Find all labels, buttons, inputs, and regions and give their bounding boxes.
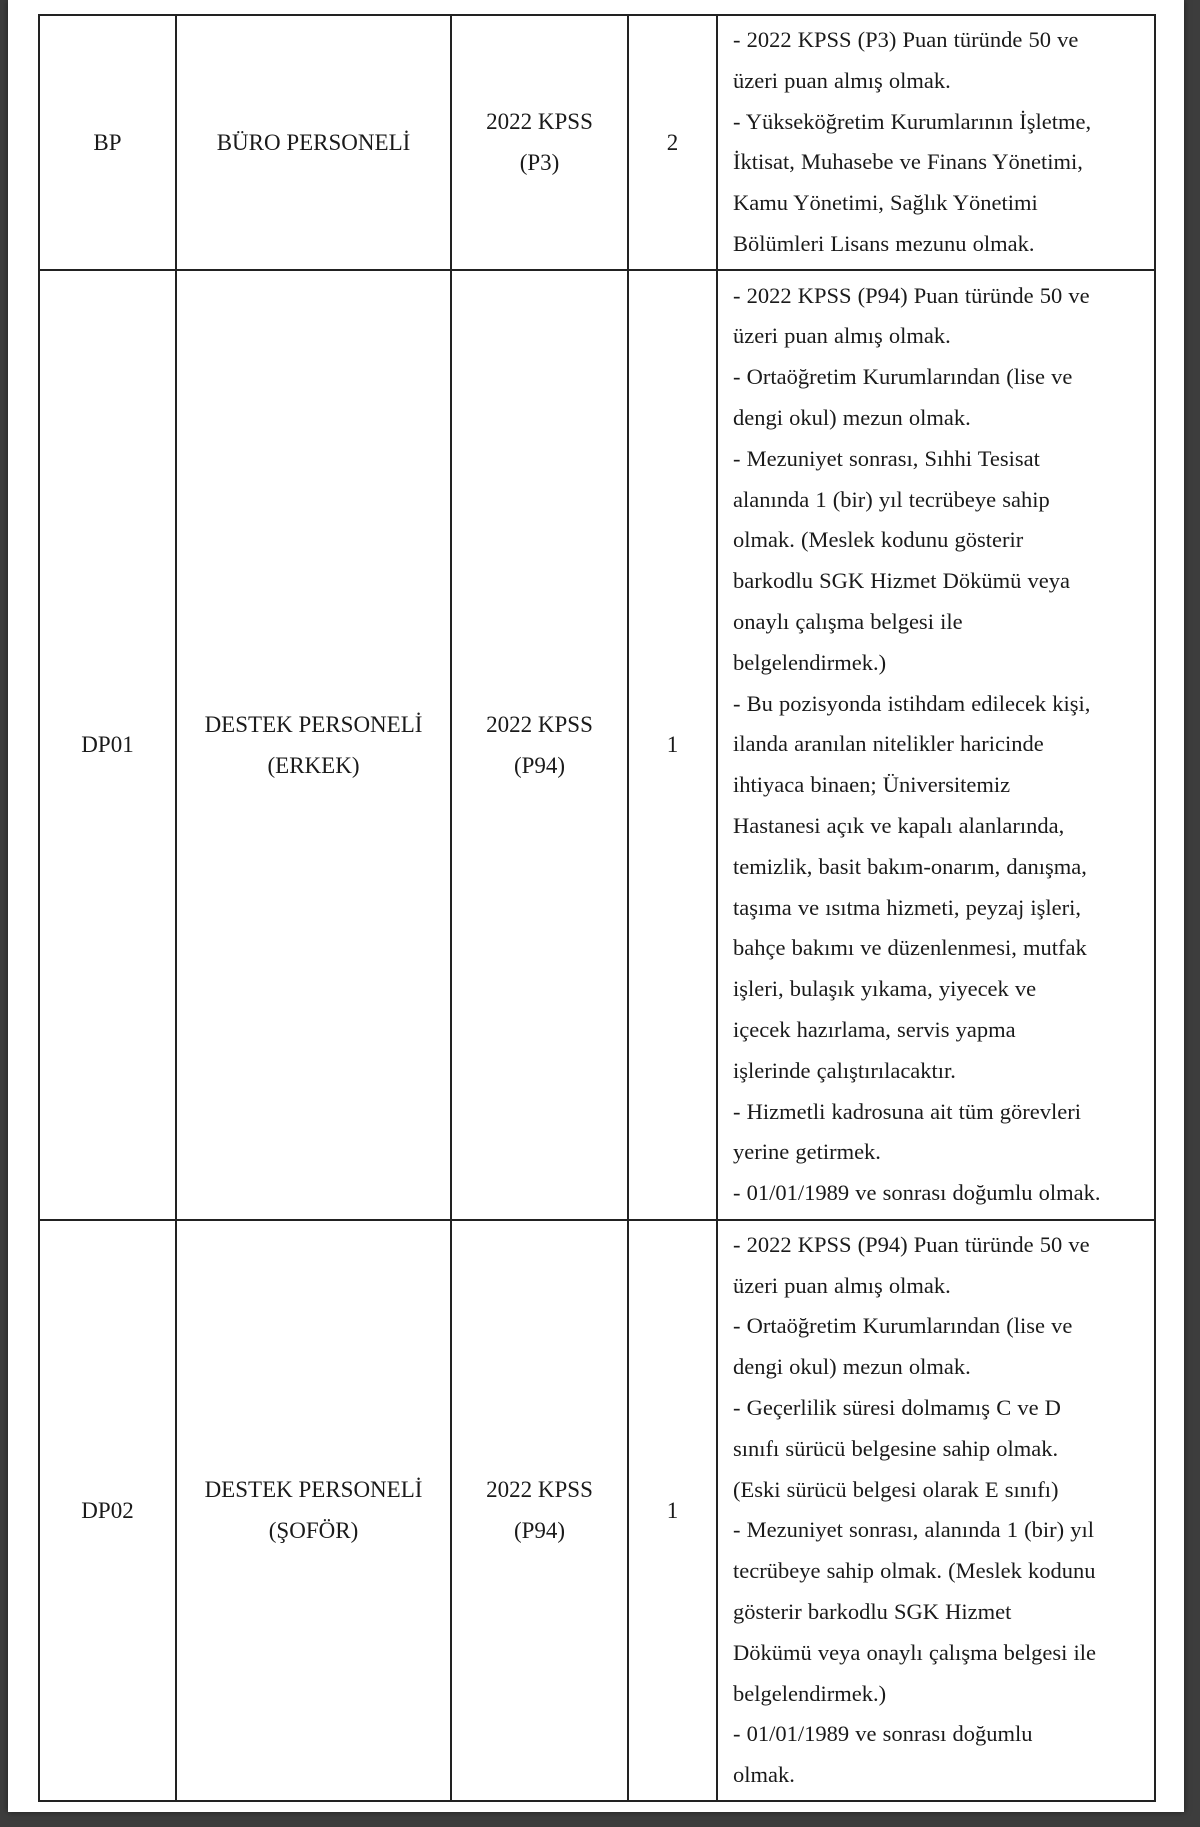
exam-type-line: 2022 KPSS [486, 1477, 593, 1503]
requirement-line: yerine getirmek. [733, 1139, 881, 1165]
requirement-line: Bölümleri Lisans mezunu olmak. [733, 230, 1035, 256]
requirement-line: Hastanesi açık ve kapalı alanlarında, [733, 812, 1065, 838]
position-count: 1 [628, 270, 717, 1220]
position-title-line: BÜRO PERSONELİ [216, 129, 411, 155]
requirement-line: - Mezuniyet sonrası, Sıhhi Tesisat [733, 445, 1040, 471]
requirement-line: - Mezuniyet sonrası, alanında 1 (bir) yıl [733, 1517, 1095, 1543]
requirement-line: alanında 1 (bir) yıl tecrübeye sahip [733, 486, 1050, 512]
table-row [39, 1220, 1155, 1801]
requirement-line: üzeri puan almış olmak. [733, 1272, 951, 1298]
requirement-line: içecek hazırlama, servis yapma [733, 1016, 1016, 1042]
requirement-line: üzeri puan almış olmak. [733, 67, 951, 93]
requirement-line: - 2022 KPSS (P94) Puan türünde 50 ve [733, 1231, 1090, 1257]
requirement-line: dengi okul) mezun olmak. [733, 1354, 971, 1380]
exam-type-line: (P94) [513, 1518, 566, 1544]
table-row [39, 270, 1155, 1220]
position-title-line: (ERKEK) [267, 752, 360, 778]
positions-table [38, 14, 1156, 1802]
requirement-line: üzeri puan almış olmak. [733, 323, 951, 349]
requirements-cell [717, 1220, 1155, 1801]
requirement-line: temizlik, basit bakım-onarım, danışma, [733, 853, 1087, 879]
requirement-line: sınıfı sürücü belgesine sahip olmak. [733, 1435, 1059, 1461]
requirements-cell [717, 15, 1155, 270]
position-title [176, 1220, 451, 1801]
requirement-line: belgelendirmek.) [733, 649, 887, 675]
position-code: DP01 [39, 270, 176, 1220]
position-count: 2 [628, 15, 717, 270]
requirement-line: olmak. (Meslek kodunu gösterir [733, 527, 1024, 553]
requirement-line: ilanda aranılan nitelikler haricinde [733, 731, 1044, 757]
requirement-line: işleri, bulaşık yıkama, yiyecek ve [733, 976, 1037, 1002]
exam-type-line: (P94) [513, 752, 566, 778]
exam-type [451, 270, 628, 1220]
position-title-line: DESTEK PERSONELİ [204, 1477, 423, 1503]
requirement-line: - 2022 KPSS (P3) Puan türünde 50 ve [733, 27, 1079, 52]
requirement-line: - Yükseköğretim Kurumlarının İşletme, [733, 108, 1092, 134]
requirement-line: - 01/01/1989 ve sonrası doğumlu [733, 1721, 1033, 1747]
requirement-line: dengi okul) mezun olmak. [733, 405, 971, 430]
requirement-line: taşıma ve ısıtma hizmeti, peyzaj işleri, [733, 894, 1082, 920]
requirement-line: - Bu pozisyonda istihdam edilecek kişi, [733, 690, 1091, 716]
requirement-line: olmak. [733, 1762, 795, 1788]
requirement-line: - Geçerlilik süresi dolmamış C ve D [733, 1394, 1061, 1420]
exam-type-line: 2022 KPSS [486, 109, 593, 135]
requirement-line: - 01/01/1989 ve sonrası doğumlu olmak. [733, 1180, 1101, 1206]
position-count: 1 [628, 1220, 717, 1801]
requirement-line: - Ortaöğretim Kurumlarından (lise ve [733, 1313, 1073, 1339]
requirement-line: tecrübeye sahip olmak. (Meslek kodunu [733, 1558, 1096, 1584]
exam-type-line: (P3) [519, 150, 560, 176]
requirement-line: İktisat, Muhasebe ve Finans Yönetimi, [733, 149, 1083, 175]
position-code: DP02 [39, 1220, 176, 1801]
table-row [39, 15, 1155, 270]
document-page [8, 0, 1184, 1812]
requirement-line: belgelendirmek.) [733, 1680, 887, 1706]
position-title [176, 15, 451, 270]
requirement-line: onaylı çalışma belgesi ile [733, 608, 963, 634]
exam-type [451, 1220, 628, 1801]
requirement-line: gösterir barkodlu SGK Hizmet [733, 1598, 1012, 1624]
requirement-line: - 2022 KPSS (P94) Puan türünde 50 ve [733, 282, 1090, 308]
position-title-line: (ŞOFÖR) [268, 1518, 359, 1544]
position-code: BP [39, 15, 176, 270]
requirement-line: barkodlu SGK Hizmet Dökümü veya [733, 568, 1070, 594]
requirement-line: Kamu Yönetimi, Sağlık Yönetimi [733, 190, 1038, 216]
requirement-line: işlerinde çalıştırılacaktır. [733, 1057, 956, 1083]
requirement-line: Dökümü veya onaylı çalışma belgesi ile [733, 1639, 1097, 1665]
requirement-line: - Ortaöğretim Kurumlarından (lise ve [733, 364, 1073, 390]
exam-type [451, 15, 628, 270]
requirement-line: - Hizmetli kadrosuna ait tüm görevleri [733, 1098, 1082, 1124]
requirement-line: ihtiyaca binaen; Üniversitemiz [733, 772, 1011, 798]
requirement-line: bahçe bakımı ve düzenlenmesi, mutfak [733, 935, 1087, 961]
position-title-line: DESTEK PERSONELİ [204, 711, 423, 737]
exam-type-line: 2022 KPSS [486, 711, 593, 737]
requirements-cell [717, 270, 1155, 1220]
positions-table-body [39, 15, 1155, 1801]
requirement-line: (Eski sürücü belgesi olarak E sınıfı) [733, 1476, 1059, 1502]
position-title [176, 270, 451, 1220]
